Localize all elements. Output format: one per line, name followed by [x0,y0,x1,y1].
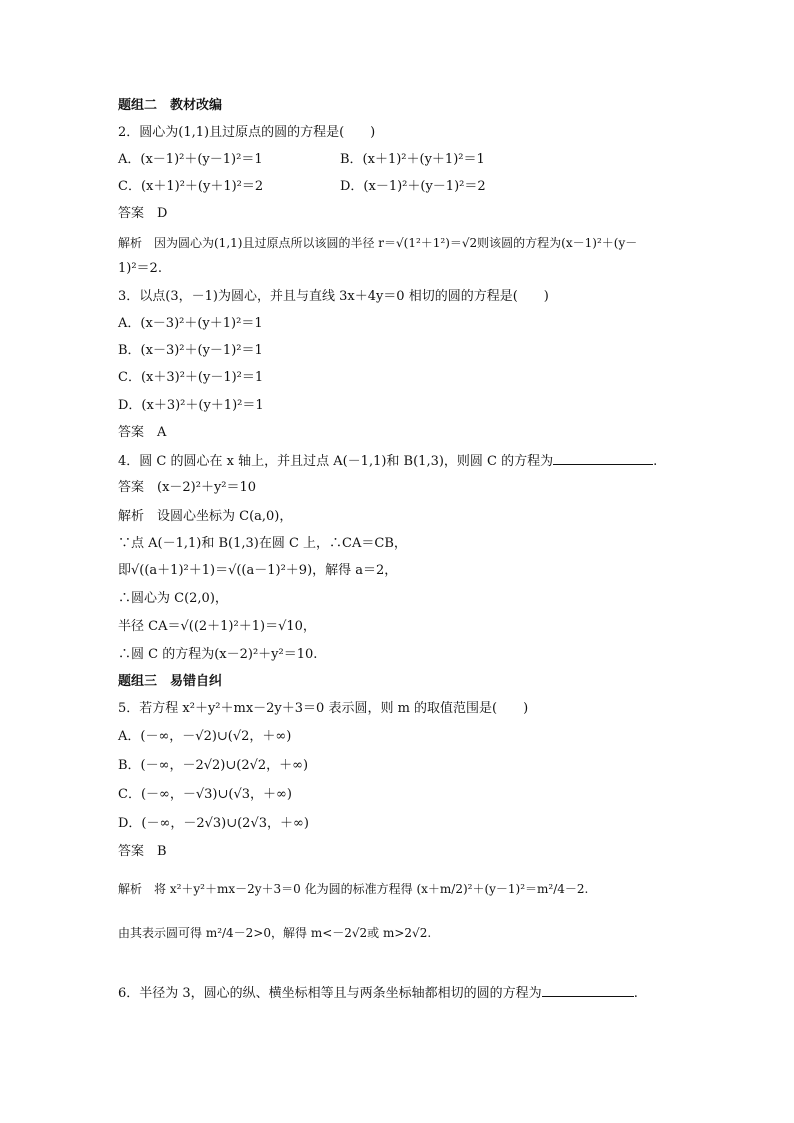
question-2-option-c: C．(x＋1)²＋(y＋1)²＝2 [118,179,264,194]
question-4-stem: 4．圆 C 的圆心在 x 轴上，并且过点 A(－1,1)和 B(1,3)，则圆 C 的方程为 [118,454,554,469]
question-5-analysis-line2: 由其表示圆可得 m²/4－2>0，解得 m<－2√2或 m>2√2. [118,926,432,940]
question-3-stem: 3．以点(3，－1)为圆心，并且与直线 3x＋4y＝0 相切的圆的方程是( ) [118,289,549,304]
question-4-analysis-line1: 解析 设圆心坐标为 C(a,0)， [118,509,293,524]
question-2-option-a: A．(x－1)²＋(y－1)²＝1 [118,152,263,167]
answer-blank [553,452,653,465]
question-2-analysis-line2: 1)²＝2. [118,261,162,276]
question-4-analysis-line5: 半径 CA＝√((2＋1)²＋1)＝√10， [118,619,316,634]
question-2-analysis-line1: 解析 因为圆心为(1,1)且过原点所以该圆的半径 r＝√(1²＋1²)＝√2则该圆的方程为(x－1)²＋(y－ [118,236,638,250]
question-5-stem: 5．若方程 x²＋y²＋mx－2y＋3＝0 表示圆，则 m 的取值范围是( ) [118,701,529,716]
question-6-stem: 6．半径为 3，圆心的纵、横坐标相等且与两条坐标轴都相切的圆的方程为 [118,986,542,1001]
question-4-analysis-line4: ∴圆心为 C(2,0)， [118,591,228,606]
question-3-option-d: D．(x＋3)²＋(y＋1)²＝1 [118,398,264,413]
question-2-answer: 答案 D [118,206,168,221]
question-6-stem-end: . [633,986,638,1001]
question-5-analysis-line1: 解析 将 x²＋y²＋mx－2y＋3＝0 化为圆的标准方程得 (x＋m/2)²＋(y－1)²＝m²/4－2. [118,882,589,896]
question-5-option-d: D．(－∞，－2√3)∪(2√3，＋∞) [118,816,309,831]
question-5-option-b: B．(－∞，－2√2)∪(2√2，＋∞) [118,758,309,773]
section-title-group2: 题组二 教材改编 [118,98,223,113]
question-2-option-b: B．(x＋1)²＋(y＋1)²＝1 [340,152,485,167]
question-6-stem-line [118,984,638,1003]
question-5-option-a: A．(－∞，－√2)∪(√2，＋∞) [118,729,292,744]
question-3-option-b: B．(x－3)²＋(y－1)²＝1 [118,343,263,358]
question-2-stem: 2．圆心为(1,1)且过原点的圆的方程是( ) [118,125,376,140]
question-3-answer: 答案 A [118,425,167,440]
answer-blank [542,984,634,997]
question-5-option-c: C．(－∞，－√3)∪(√3，＋∞) [118,787,292,802]
section-title-group3: 题组三 易错自纠 [118,674,223,689]
question-4-analysis-line3: 即√((a＋1)²＋1)＝√((a－1)²＋9)，解得 a＝2， [118,563,398,578]
question-2-option-d: D．(x－1)²＋(y－1)²＝2 [340,179,486,194]
question-4-answer: 答案 (x－2)²＋y²＝10 [118,480,257,495]
question-4-analysis-line2: ∵点 A(－1,1)和 B(1,3)在圆 C 上，∴CA＝CB， [118,536,407,551]
question-4-analysis-line6: ∴圆 C 的方程为(x－2)²＋y²＝10. [118,647,318,662]
question-3-option-c: C．(x＋3)²＋(y－1)²＝1 [118,370,264,385]
question-3-option-a: A．(x－3)²＋(y＋1)²＝1 [118,316,263,331]
question-5-answer: 答案 B [118,844,167,859]
question-4-stem-line [118,452,657,471]
question-4-stem-end: . [653,454,658,469]
